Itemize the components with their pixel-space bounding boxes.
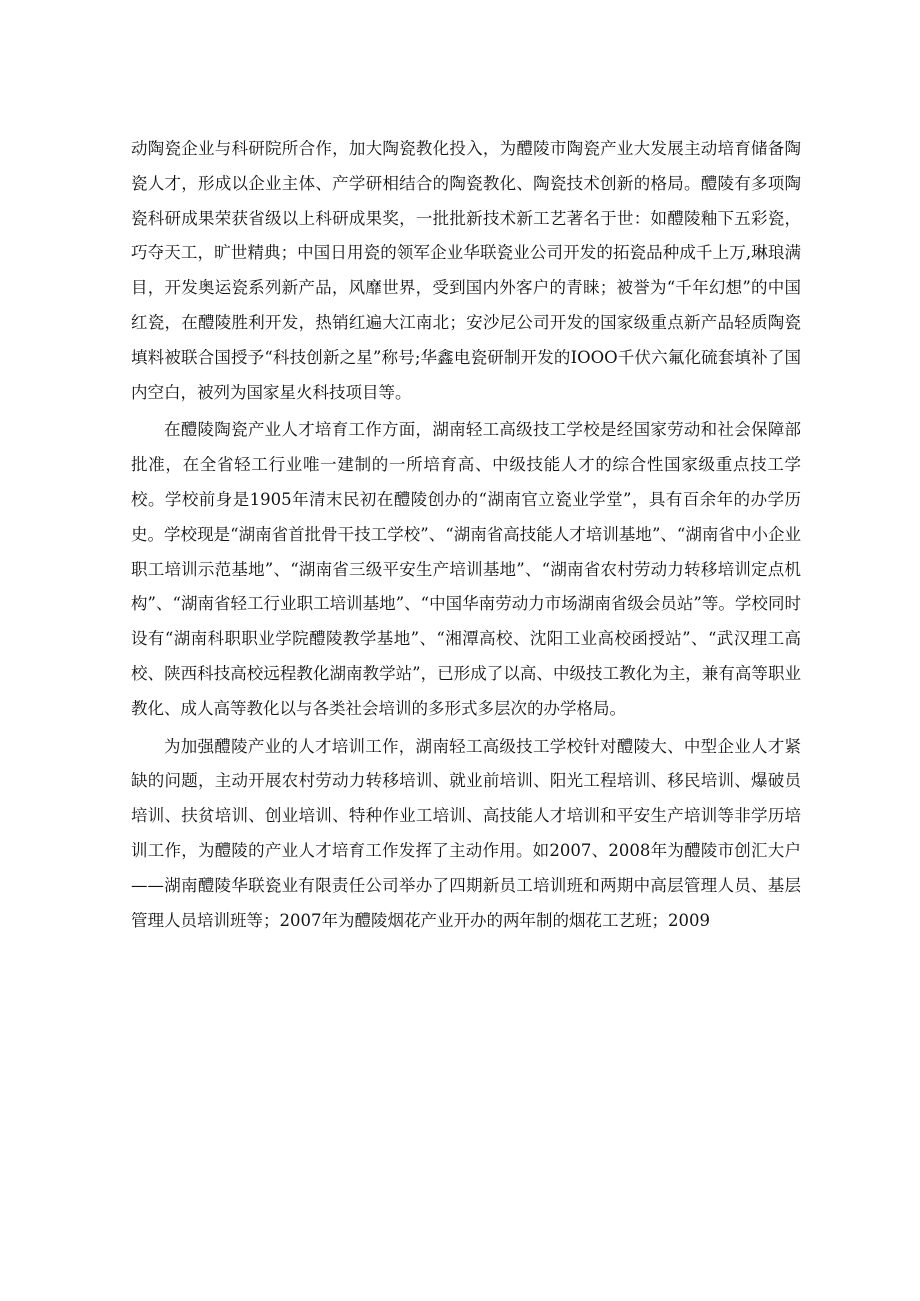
document-body [131,132,801,938]
paragraph-2: 在醴陵陶瓷产业人才培育工作方面，湖南轻工高级技工学校是经国家劳动和社会保障部批准，在全省轻工行业唯一建制的一所培育高、中级技能人才的综合性国家级重点技工学校。学校前身是1905年清末民初在醴陵创办的“湖南官立瓷业学堂”，具有百余年的办学历史。学校现是“湖南省首批骨干技工学校”、“湖南省高技能人才培训基地”、“湖南省中小企业职工培训示范基地”、“湖南省三级平安生产培训基地”、“湖南省农村劳动力转移培训定点机构”、“湖南省轻工行业职工培训基地”、“中国华南劳动力市场湖南省级会员站”等。学校同时设有“湖南科职职业学院醴陵教学基地”、“湘潭高校、沈阳工业高校函授站”、“武汉理工高校、陕西科技高校远程教化湖南教学站”，已形成了以高、中级技工教化为主，兼有高等职业教化、成人高等教化以与各类社会培训的多形式多层次的办学格局。 [131,420,801,718]
paragraph-1: 动陶瓷企业与科研院所合作，加大陶瓷教化投入，为醴陵市陶瓷产业大发展主动培育储备陶瓷人才，形成以企业主体、产学研相结合的陶瓷教化、陶瓷技术创新的格局。醴陵有多项陶瓷科研成果荣获省级以上科研成果奖，一批批新技术新工艺著名于世：如醴陵釉下五彩瓷，巧夺天工，旷世精典；中国日用瓷的领军企业华联瓷业公司开发的拓瓷品种成千上万,琳琅满目，开发奥运瓷系列新产品，风靡世界，受到国内外客户的青睐；被誉为“千年幻想”的中国红瓷，在醴陵胜利开发，热销红遍大江南北；安沙尼公司开发的国家级重点新产品轻质陶瓷填料被联合国授予“科技创新之星”称号;华鑫电瓷研制开发的IOOO千伏六氟化硫套填补了国内空白，被列为国家星火科技项目等。 [131,139,801,402]
paragraph-3: 为加强醴陵产业的人才培训工作，湖南轻工高级技工学校针对醴陵大、中型企业人才紧缺的问题，主动开展农村劳动力转移培训、就业前培训、阳光工程培训、移民培训、爆破员培训、扶贫培训、创业培训、特种作业工培训、高技能人才培训和平安生产培训等非学历培训工作，为醴陵的产业人才培育工作发挥了主动作用。如2007、2008年为醴陵市创汇大户——湖南醴陵华联瓷业有限责任公司举办了四期新员工培训班和两期中高层管理人员、基层管理人员培训班等；2007年为醴陵烟花产业开办的两年制的烟花工艺班；2009 [131,736,801,930]
